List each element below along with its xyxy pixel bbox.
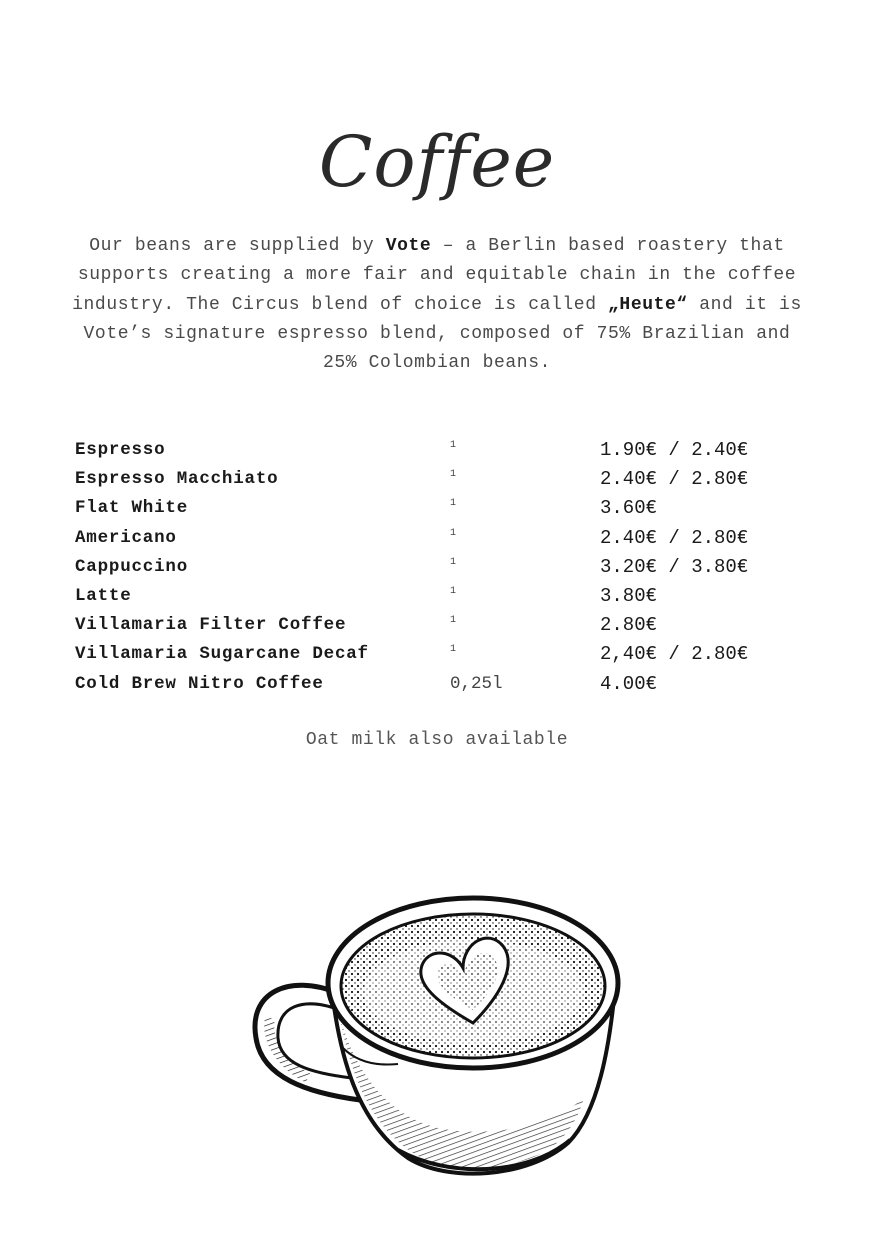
menu-item-size: 1 — [450, 644, 457, 656]
menu-item-price: 3.20€ / 3.80€ — [600, 555, 749, 578]
menu-item-name: Cappuccino — [75, 556, 189, 577]
menu-item-price: 4.00€ — [600, 672, 658, 695]
menu-item — [75, 524, 795, 553]
menu-item — [75, 553, 795, 582]
menu-item-price: 3.80€ — [600, 584, 658, 607]
blend-name: „Heute“ — [608, 294, 688, 315]
intro-paragraph — [70, 232, 804, 378]
menu-item-size: 1 — [450, 469, 457, 481]
menu-item — [75, 465, 795, 494]
menu-item-name: Latte — [75, 585, 132, 606]
menu-item-size: 1 — [450, 615, 457, 627]
menu-item — [75, 611, 795, 640]
intro-text-2: – a Berlin based roastery that supports creating a more fair and equitable chain in the coffee industry. The Circus blend of choice is called — [72, 236, 797, 315]
menu-item-price: 2.40€ / 2.80€ — [600, 468, 749, 491]
menu-item-price: 2.40€ / 2.80€ — [600, 526, 749, 549]
menu-item — [75, 436, 795, 465]
menu-item-name: Villamaria Filter Coffee — [75, 615, 347, 636]
coffee-cup-illustration — [248, 888, 628, 1188]
menu-item-name: Cold Brew Nitro Coffee — [75, 673, 324, 694]
oat-milk-note: Oat milk also available — [305, 730, 569, 750]
menu-item-name: Villamaria Sugarcane Decaf — [75, 644, 369, 665]
menu-item — [75, 670, 795, 699]
menu-item-name: Espresso Macchiato — [75, 469, 279, 490]
menu-item-size: 0,25l — [450, 673, 503, 694]
menu-item-size: 1 — [450, 585, 457, 597]
menu-item-price: 1.90€ / 2.40€ — [600, 439, 749, 461]
menu-item-size: 1 — [450, 556, 457, 568]
menu-item-price: 2,40€ / 2.80€ — [600, 643, 749, 666]
intro-text-3: and it is Vote’s signature espresso blend, composed of 75% Brazilian and 25% Colombian beans. — [83, 294, 802, 374]
menu-item-price: 3.60€ — [600, 497, 658, 520]
menu-item-price: 2.80€ — [600, 614, 658, 637]
menu-item — [75, 640, 795, 669]
menu-item-size: 1 — [450, 527, 457, 539]
menu-item-name: Espresso — [75, 440, 166, 460]
menu-item — [75, 494, 795, 523]
menu-item-size: 1 — [450, 440, 457, 451]
coffee-menu-list — [75, 436, 795, 699]
menu-item-name: Flat White — [75, 498, 189, 519]
intro-text-1: Our beans are supplied by — [89, 236, 386, 256]
menu-item-size: 1 — [450, 498, 457, 510]
menu-item-name: Americano — [75, 527, 177, 548]
menu-item — [75, 582, 795, 611]
roastery-name: Vote — [385, 236, 432, 256]
page-title: Coffee — [318, 121, 556, 203]
